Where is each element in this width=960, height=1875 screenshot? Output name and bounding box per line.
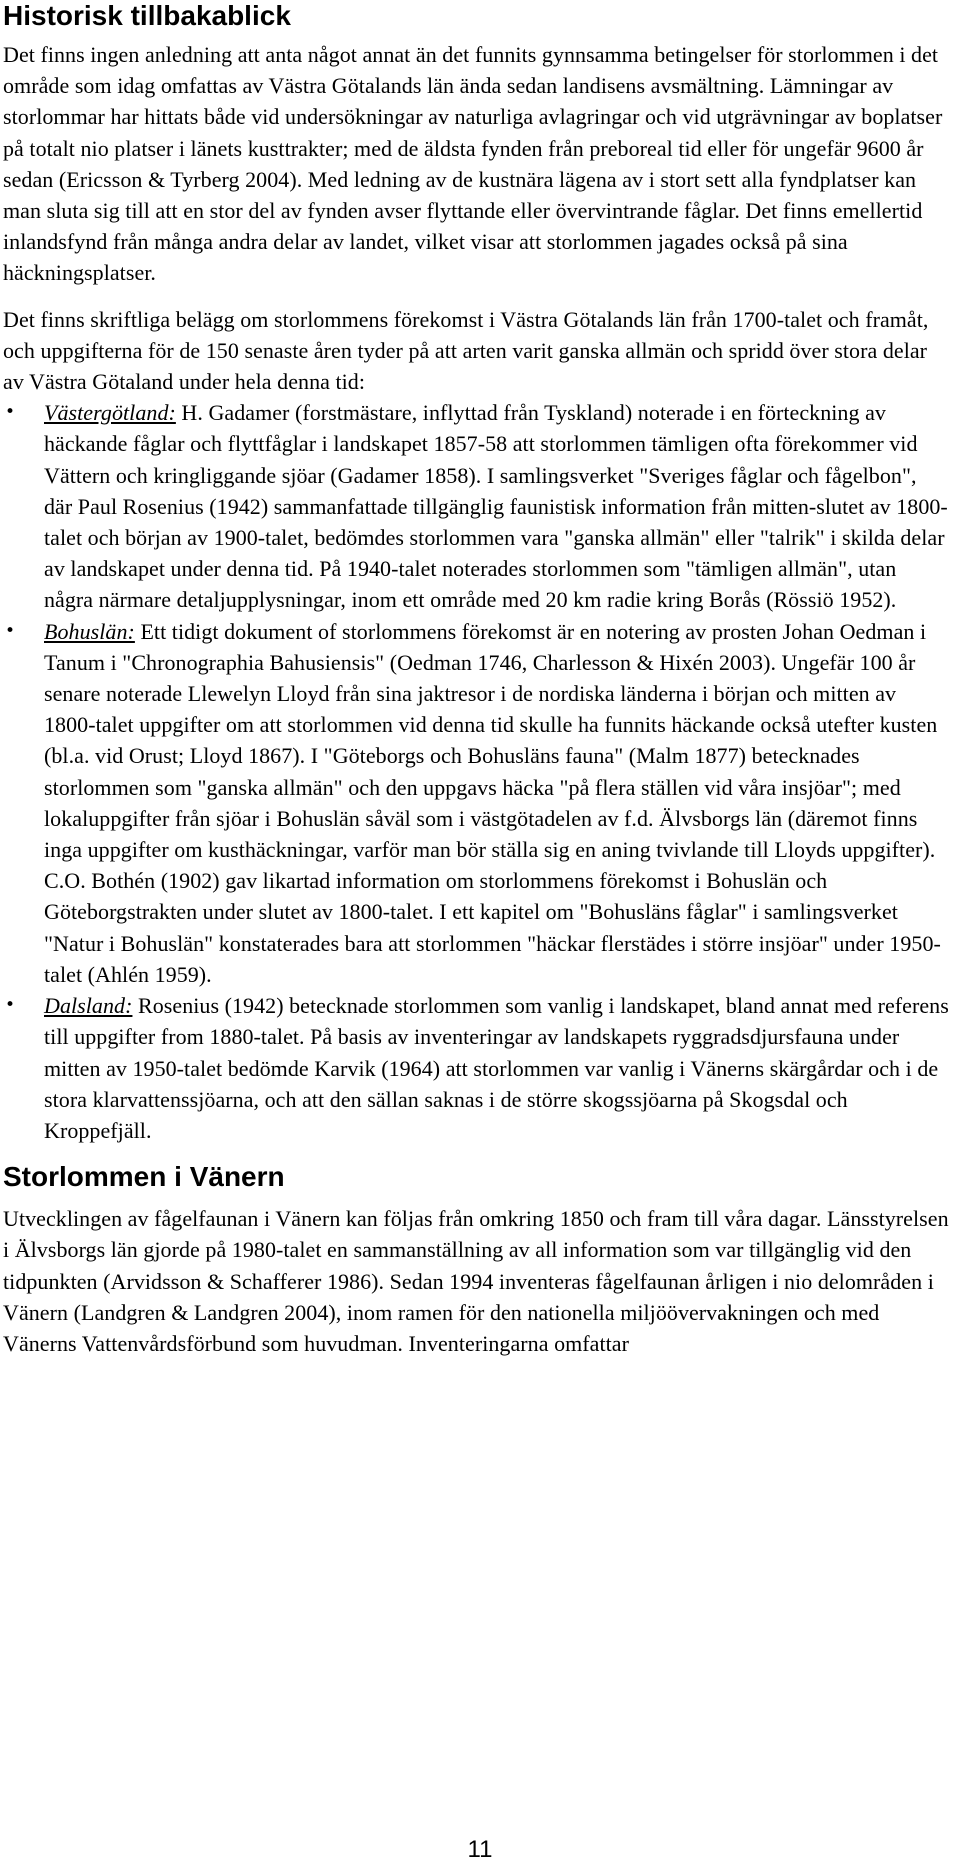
paragraph-historic-2: Det finns skriftliga belägg om storlommens förekomst i Västra Götalands län från 1700-talet och framåt, och uppgifterna för de 150 senaste åren tyder på att arten varit ganska allmän och spridd över stora delar av Västra Götaland under hela denna tid: [3, 306, 929, 395]
list-item-vastergotland [3, 397, 950, 615]
list-item-text: H. Gadamer (forstmästare, inflyttad från Tyskland) noterade i en förteckning av häckande fåglar och flyttfåglar i landskapet 1857-58 att storlommen tämligen ofta förekommer vid Vättern och kringliggande sjöar (Gadamer 1858). I samlingsverket "Sveriges fåglar och fågelbon", där Paul Rosenius (1942) sammanfattade tillgänglig faunistisk information från mitten-slutet av 1800-talet och början av 1900-talet, bedömdes storlommen vara "ganska allmän" eller "talrik" i skilda delar av landskapet under denna tid. På 1940-talet noterades storlommen som "tämligen allmän", utan några närmare detaljupplysningar, inom ett område med 20 km radie kring Borås (Rössiö 1952). [44, 400, 948, 613]
bullet-icon: • [5, 402, 16, 423]
paragraph-vanern-1: Utvecklingen av fågelfaunan i Vänern kan följas från omkring 1850 och fram till våra dagar. Länsstyrelsen i Älvsborgs län gjorde på 1980-talet en sammanställning av all information som var tillgänglig vid den tidpunkten (Arvidsson & Schafferer 1986). Sedan 1994 inventeras fågelfaunan årligen i nio delområden i Vänern (Landgren & Landgren 2004), inom ramen för den nationella miljöövervakningen och med Vänerns Vattenvårdsförbund som huvudman. Inventeringarna omfattar [3, 1206, 949, 1356]
region-label: Dalsland: [44, 993, 133, 1019]
list-item-bohuslan [3, 616, 950, 990]
bullet-icon: • [5, 620, 16, 641]
list-item-text: Rosenius (1942) betecknade storlommen som vanlig i landskapet, bland annat med referens till uppgifter from 1880-talet. På basis av inventeringar av landskapets ryggradsdjursfauna under mitten av 1950-talet bedömde Karvik (1964) att storlommen var vanlig i Vänerns skärgårdar och i de stora klarvattenssjöarna, och att den sällan saknas i de större skogssjöarna på Skogsdal och Kroppefjäll. [44, 993, 949, 1143]
page-number: 11 [467, 1836, 493, 1863]
region-bullet-list [3, 397, 950, 1146]
region-label: Västergötland: [44, 400, 176, 426]
list-item-text: Ett tidigt dokument of storlommens förekomst är en notering av prosten Johan Oedman i Tanum i "Chronographia Bahusiensis" (Oedman 1746, Charlesson & Hixén 2003). Ungefär 100 år senare noterade Llewelyn Lloyd från sina jaktresor i de nordiska länderna i början och mitten av 1800-talet uppgifter om att storlommen vid denna tid skulle ha funnits häckande också utefter kusten (bl.a. vid Orust; Lloyd 1867). I "Göteborgs och Bohusläns fauna" (Malm 1877) betecknades storlommen som "ganska allmän" och den uppgavs häcka "på flera ställen vid våra insjöar"; med lokaluppgifter från sjöar i Bohuslän såväl som i västgötadelen av f.d. Älvsborgs län (däremot finns inga uppgifter om kusthäckningar, varför man bör ställa sig en aning tvivlande till Lloyds uppgifter). C.O. Bothén (1902) gav likartad information om storlommens förekomst i Bohuslän och Göteborgstrakten under slutet av 1800-talet. I ett kapitel om "Bohusläns fåglar" i samlingsverket "Natur i Bohuslän" konstaterades bara att storlommen "häckar flerstädes i större insjöar" under 1950-talet (Ahlén 1959). [44, 618, 941, 987]
section-heading-historisk: Historisk tillbakablick [3, 0, 291, 31]
list-item-dalsland [3, 990, 950, 1146]
paragraph-historic-1: Det finns ingen anledning att anta något annat än det funnits gynnsamma betingelser för storlommen i det område som idag omfattas av Västra Götalands län ända sedan landisens avsmältning. Lämningar av storlommar har hittats både vid undersökningar av naturliga avlagringar och vid utgrävningar av boplatser på totalt nio platser i länets kusttrakter; med de äldsta fynden från preboreal tid eller för ungefär 9600 år sedan (Ericsson & Tyrberg 2004). Med ledning av de kustnära lägena av i stort sett alla fyndplatser kan man sluta sig till att en stor del av fynden avser flyttande eller övervintrande fåglar. Det finns emellertid inlandsfynd från många andra delar av landet, vilket visar att storlommen jagades också på sina häckningsplatser. [3, 42, 943, 286]
region-label: Bohuslän: [44, 618, 135, 644]
bullet-icon: • [5, 995, 16, 1016]
section-heading-vanern: Storlommen i Vänern [3, 1161, 285, 1193]
